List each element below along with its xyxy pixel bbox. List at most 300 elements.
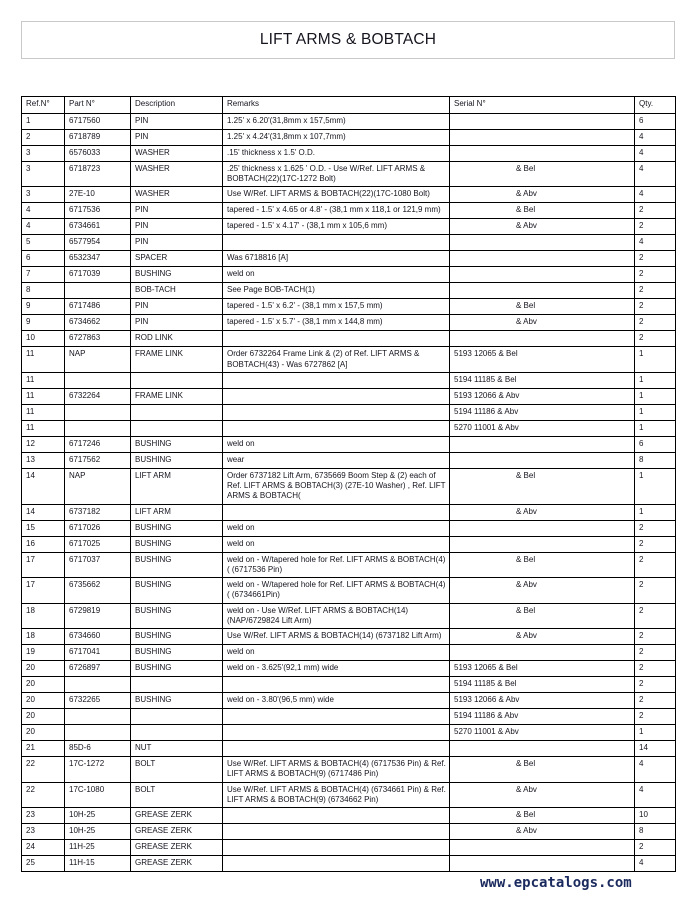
cell-ref: 14 [22,468,65,504]
cell-ref: 19 [22,645,65,661]
cell-ref: 2 [22,130,65,146]
cell-serial-number [450,782,635,807]
cell-serial-number [450,235,635,251]
cell-serial-number [450,130,635,146]
cell-part-number: 6734660 [65,629,131,645]
table-row [22,130,676,146]
cell-remarks: tapered - 1.5' x 4.65 or 4.8' - (38,1 mm x 118,1 or 121,9 mm) [223,203,450,219]
cell-serial-number [450,283,635,299]
cell-remarks: Order 6732264 Frame Link & (2) of Ref. LIFT ARMS & BOBTACH(43) - Was 6727862 [A] [223,347,450,372]
cell-ref: 6 [22,251,65,267]
cell-description: BUSHING [131,436,223,452]
cell-ref: 3 [22,187,65,203]
cell-serial-number [450,520,635,536]
cell-quantity: 4 [635,782,676,807]
cell-description: BOLT [131,757,223,782]
cell-part-number: 11H-25 [65,839,131,855]
cell-ref: 5 [22,235,65,251]
cell-ref: 4 [22,219,65,235]
cell-quantity: 2 [635,603,676,628]
cell-ref: 11 [22,388,65,404]
cell-description: FRAME LINK [131,347,223,372]
cell-quantity: 2 [635,552,676,577]
cell-quantity: 4 [635,235,676,251]
cell-description: BUSHING [131,452,223,468]
serial-indent-text: & Bel [516,809,536,819]
cell-quantity: 1 [635,388,676,404]
cell-description: WASHER [131,146,223,162]
cell-serial-number [450,741,635,757]
cell-part-number: 6532347 [65,251,131,267]
cell-quantity: 8 [635,452,676,468]
cell-quantity: 2 [635,203,676,219]
cell-remarks: weld on - 3.80'(96,5 mm) wide [223,693,450,709]
cell-remarks [223,404,450,420]
cell-description: BUSHING [131,693,223,709]
table-row [22,251,676,267]
cell-remarks: .25' thickness x 1.625 ' O.D. - Use W/Ref. LIFT ARMS & BOBTACH(22)(17C-1272 Bolt) [223,162,450,187]
cell-part-number: 6717026 [65,520,131,536]
table-row [22,203,676,219]
site-watermark: www.epcatalogs.com [480,875,632,891]
cell-quantity: 2 [635,251,676,267]
cell-ref: 25 [22,855,65,871]
cell-ref: 9 [22,315,65,331]
cell-quantity: 4 [635,855,676,871]
cell-remarks [223,372,450,388]
cell-description: LIFT ARM [131,504,223,520]
column-header-remarks: Remarks [223,97,450,114]
cell-serial-number [450,629,635,645]
cell-quantity: 1 [635,504,676,520]
cell-serial-number: 5193 12066 & Abv [450,693,635,709]
serial-indent-text: & Abv [516,189,537,199]
cell-part-number: 6717041 [65,645,131,661]
cell-description: BUSHING [131,520,223,536]
cell-ref: 23 [22,807,65,823]
cell-part-number: 10H-25 [65,807,131,823]
cell-serial-number: 5193 12065 & Bel [450,347,635,372]
cell-part-number: 6726897 [65,661,131,677]
table-row [22,855,676,871]
cell-serial-number [450,267,635,283]
cell-ref: 24 [22,839,65,855]
cell-serial-number: 5194 11185 & Bel [450,677,635,693]
cell-part-number [65,372,131,388]
serial-indent-text: & Bel [516,164,536,173]
column-header-part: Part N° [65,97,131,114]
cell-quantity: 2 [635,520,676,536]
cell-description: BOLT [131,782,223,807]
cell-ref: 22 [22,782,65,807]
cell-ref: 3 [22,162,65,187]
cell-part-number: 6727863 [65,331,131,347]
parts-table [21,96,676,872]
table-row [22,283,676,299]
table-row [22,420,676,436]
cell-part-number: 6717246 [65,436,131,452]
table-row [22,677,676,693]
cell-description: PIN [131,315,223,331]
cell-remarks: Use W/Ref. LIFT ARMS & BOBTACH(14) (6737182 Lift Arm) [223,629,450,645]
cell-quantity: 1 [635,372,676,388]
cell-ref: 8 [22,283,65,299]
cell-description: WASHER [131,162,223,187]
cell-serial-number [450,315,635,331]
cell-serial-number [450,603,635,628]
cell-ref: 20 [22,725,65,741]
cell-description: PIN [131,114,223,130]
cell-quantity: 10 [635,807,676,823]
cell-serial-number [450,504,635,520]
cell-quantity: 1 [635,725,676,741]
cell-quantity: 1 [635,468,676,504]
cell-quantity: 4 [635,187,676,203]
table-row [22,603,676,628]
cell-remarks [223,504,450,520]
cell-ref: 23 [22,823,65,839]
cell-quantity: 2 [635,629,676,645]
cell-remarks: wear [223,452,450,468]
cell-part-number: 6729819 [65,603,131,628]
cell-description [131,677,223,693]
cell-part-number: 6717039 [65,267,131,283]
table-row [22,536,676,552]
cell-part-number: 6577954 [65,235,131,251]
table-row [22,645,676,661]
serial-indent-text: & Abv [516,580,537,590]
cell-serial-number [450,552,635,577]
cell-ref: 17 [22,578,65,603]
cell-ref: 18 [22,629,65,645]
cell-part-number [65,709,131,725]
cell-remarks [223,725,450,741]
title-banner [21,21,675,59]
table-row [22,661,676,677]
cell-quantity: 8 [635,823,676,839]
table-row [22,452,676,468]
cell-serial-number [450,162,635,187]
cell-remarks [223,388,450,404]
cell-part-number: 6717037 [65,552,131,577]
cell-description [131,372,223,388]
cell-serial-number [450,299,635,315]
cell-quantity: 6 [635,436,676,452]
cell-serial-number [450,219,635,235]
cell-ref: 16 [22,536,65,552]
cell-remarks: Use W/Ref. LIFT ARMS & BOBTACH(22)(17C-1080 Bolt) [223,187,450,203]
cell-remarks: Use W/Ref. LIFT ARMS & BOBTACH(4) (6717536 Pin) & Ref. LIFT ARMS & BOBTACH(9) (6717486 Pin) [223,757,450,782]
cell-quantity: 1 [635,420,676,436]
cell-quantity: 2 [635,219,676,235]
cell-description: SPACER [131,251,223,267]
cell-ref: 11 [22,420,65,436]
cell-quantity: 2 [635,839,676,855]
cell-description: BUSHING [131,536,223,552]
cell-ref: 10 [22,331,65,347]
cell-remarks: 1.25' x 6.20'(31,8mm x 157,5mm) [223,114,450,130]
table-row [22,807,676,823]
cell-part-number: 6576033 [65,146,131,162]
cell-remarks [223,823,450,839]
table-row [22,741,676,757]
table-header-row [22,97,676,114]
page-title: LIFT ARMS & BOBTACH [259,31,437,48]
cell-quantity: 2 [635,645,676,661]
cell-serial-number [450,807,635,823]
cell-serial-number [450,468,635,504]
table-row [22,468,676,504]
cell-description [131,404,223,420]
cell-serial-number [450,578,635,603]
cell-part-number: 17C-1272 [65,757,131,782]
cell-quantity: 2 [635,299,676,315]
table-row [22,187,676,203]
cell-ref: 12 [22,436,65,452]
cell-serial-number: 5270 11001 & Abv [450,725,635,741]
cell-serial-number [450,757,635,782]
cell-serial-number: 5194 11185 & Bel [450,372,635,388]
serial-indent-text: & Bel [516,205,536,215]
cell-remarks: Use W/Ref. LIFT ARMS & BOBTACH(4) (6734661 Pin) & Ref. LIFT ARMS & BOBTACH(9) (6734662 Pin) [223,782,450,807]
cell-remarks: weld on [223,520,450,536]
cell-part-number: 6717536 [65,203,131,219]
cell-quantity: 4 [635,130,676,146]
table-row [22,552,676,577]
table-row [22,504,676,520]
cell-ref: 20 [22,693,65,709]
table-row [22,114,676,130]
cell-description: PIN [131,130,223,146]
cell-ref: 22 [22,757,65,782]
cell-ref: 3 [22,146,65,162]
cell-quantity: 1 [635,404,676,420]
cell-remarks: Was 6718816 [A] [223,251,450,267]
cell-remarks [223,420,450,436]
cell-part-number: 6732265 [65,693,131,709]
cell-serial-number [450,203,635,219]
cell-remarks: weld on [223,536,450,552]
cell-part-number: 6717560 [65,114,131,130]
cell-serial-number [450,114,635,130]
cell-description: GREASE ZERK [131,839,223,855]
cell-description: BUSHING [131,661,223,677]
cell-serial-number [450,452,635,468]
cell-description: BUSHING [131,267,223,283]
cell-part-number [65,420,131,436]
table-row [22,520,676,536]
cell-part-number: 6718723 [65,162,131,187]
cell-remarks: Order 6737182 Lift Arm, 6735669 Boom Step & (2) each of Ref. LIFT ARMS & BOBTACH(3) (27E-10 Washer) , Ref. LIFT ARMS & BOBTACH( [223,468,450,504]
cell-part-number: 85D-6 [65,741,131,757]
cell-quantity: 2 [635,693,676,709]
cell-ref: 20 [22,661,65,677]
cell-quantity: 2 [635,677,676,693]
cell-remarks: 1.25' x 4.24'(31,8mm x 107,7mm) [223,130,450,146]
cell-remarks: weld on [223,645,450,661]
cell-remarks: weld on [223,436,450,452]
cell-quantity: 2 [635,661,676,677]
cell-ref: 7 [22,267,65,283]
cell-serial-number [450,645,635,661]
cell-remarks: tapered - 1.5' x 4.17' - (38,1 mm x 105,6 mm) [223,219,450,235]
cell-remarks: weld on - Use W/Ref. LIFT ARMS & BOBTACH(14) (NAP/6729824 Lift Arm) [223,603,450,628]
table-row [22,404,676,420]
cell-quantity: 4 [635,146,676,162]
cell-remarks [223,839,450,855]
column-header-serial: Serial N° [450,97,635,114]
serial-indent-text: & Bel [516,470,536,480]
table-row [22,823,676,839]
cell-remarks: weld on - 3.625'(92,1 mm) wide [223,661,450,677]
table-row [22,388,676,404]
table-row [22,709,676,725]
table-row [22,629,676,645]
cell-part-number: 6732264 [65,388,131,404]
table-row [22,267,676,283]
table-row [22,578,676,603]
cell-quantity: 6 [635,114,676,130]
table-row [22,725,676,741]
cell-serial-number: 5193 12066 & Abv [450,388,635,404]
cell-description: ROD LINK [131,331,223,347]
cell-description [131,709,223,725]
cell-part-number: 6717562 [65,452,131,468]
cell-remarks [223,235,450,251]
cell-description: BUSHING [131,603,223,628]
serial-indent-text: & Abv [516,221,537,231]
column-header-qty: Qty. [635,97,676,114]
cell-serial-number: 5194 11186 & Abv [450,404,635,420]
serial-indent-text: & Abv [516,784,537,794]
cell-part-number: 10H-25 [65,823,131,839]
cell-remarks: weld on - W/tapered hole for Ref. LIFT ARMS & BOBTACH(4)( (6717536 Pin) [223,552,450,577]
cell-remarks: weld on [223,267,450,283]
serial-indent-text: & Abv [516,631,537,641]
cell-quantity: 4 [635,162,676,187]
parts-table-body [22,114,676,872]
cell-description: PIN [131,235,223,251]
cell-remarks: See Page BOB-TACH(1) [223,283,450,299]
cell-remarks: tapered - 1.5' x 5.7' - (38,1 mm x 144,8 mm) [223,315,450,331]
table-row [22,347,676,372]
table-row [22,331,676,347]
serial-indent-text: & Bel [516,554,536,564]
cell-quantity: 2 [635,331,676,347]
cell-quantity: 2 [635,283,676,299]
cell-ref: 9 [22,299,65,315]
cell-ref: 20 [22,709,65,725]
column-header-ref: Ref.N° [22,97,65,114]
cell-ref: 15 [22,520,65,536]
table-row [22,219,676,235]
table-row [22,235,676,251]
cell-ref: 14 [22,504,65,520]
cell-quantity: 14 [635,741,676,757]
table-row [22,146,676,162]
serial-indent-text: & Bel [516,301,536,311]
cell-description: BOB-TACH [131,283,223,299]
cell-description: GREASE ZERK [131,823,223,839]
cell-serial-number [450,839,635,855]
cell-description: WASHER [131,187,223,203]
cell-part-number [65,677,131,693]
cell-quantity: 4 [635,757,676,782]
parts-table-header [22,97,676,114]
cell-serial-number [450,823,635,839]
cell-remarks [223,709,450,725]
cell-part-number [65,404,131,420]
serial-indent-text: & Abv [516,317,537,327]
cell-part-number: 6717486 [65,299,131,315]
cell-description: PIN [131,299,223,315]
cell-part-number: 6734662 [65,315,131,331]
cell-ref: 11 [22,372,65,388]
cell-description [131,420,223,436]
cell-description: BUSHING [131,552,223,577]
serial-indent-text: & Bel [516,759,536,769]
cell-serial-number [450,146,635,162]
cell-ref: 17 [22,552,65,577]
cell-description [131,725,223,741]
cell-remarks [223,677,450,693]
cell-serial-number [450,187,635,203]
cell-ref: 18 [22,603,65,628]
cell-part-number: 27E-10 [65,187,131,203]
cell-quantity: 2 [635,536,676,552]
cell-remarks: weld on - W/tapered hole for Ref. LIFT ARMS & BOBTACH(4)( (6734661Pin) [223,578,450,603]
cell-description: GREASE ZERK [131,855,223,871]
serial-indent-text: & Bel [516,605,536,615]
cell-part-number: NAP [65,468,131,504]
cell-description: BUSHING [131,645,223,661]
cell-serial-number [450,536,635,552]
cell-part-number: 6734661 [65,219,131,235]
cell-remarks [223,807,450,823]
serial-indent-text: & Abv [516,825,537,835]
cell-serial-number: 5194 11186 & Abv [450,709,635,725]
cell-part-number: 6717025 [65,536,131,552]
cell-serial-number [450,855,635,871]
cell-description: BUSHING [131,578,223,603]
cell-part-number [65,283,131,299]
cell-description: FRAME LINK [131,388,223,404]
cell-description: LIFT ARM [131,468,223,504]
cell-ref: 11 [22,404,65,420]
cell-part-number: 6718789 [65,130,131,146]
cell-serial-number [450,436,635,452]
table-row [22,436,676,452]
cell-ref: 13 [22,452,65,468]
cell-quantity: 2 [635,267,676,283]
cell-description: PIN [131,219,223,235]
cell-remarks: .15' thickness x 1.5' O.D. [223,146,450,162]
cell-serial-number: 5193 12065 & Bel [450,661,635,677]
table-row [22,299,676,315]
cell-ref: 4 [22,203,65,219]
serial-indent-text: & Abv [516,506,537,516]
cell-quantity: 2 [635,578,676,603]
table-row [22,315,676,331]
cell-remarks [223,855,450,871]
cell-serial-number [450,251,635,267]
cell-remarks [223,741,450,757]
column-header-desc: Description [131,97,223,114]
cell-part-number: 6735662 [65,578,131,603]
cell-quantity: 1 [635,347,676,372]
cell-part-number: 11H-15 [65,855,131,871]
table-row [22,162,676,187]
